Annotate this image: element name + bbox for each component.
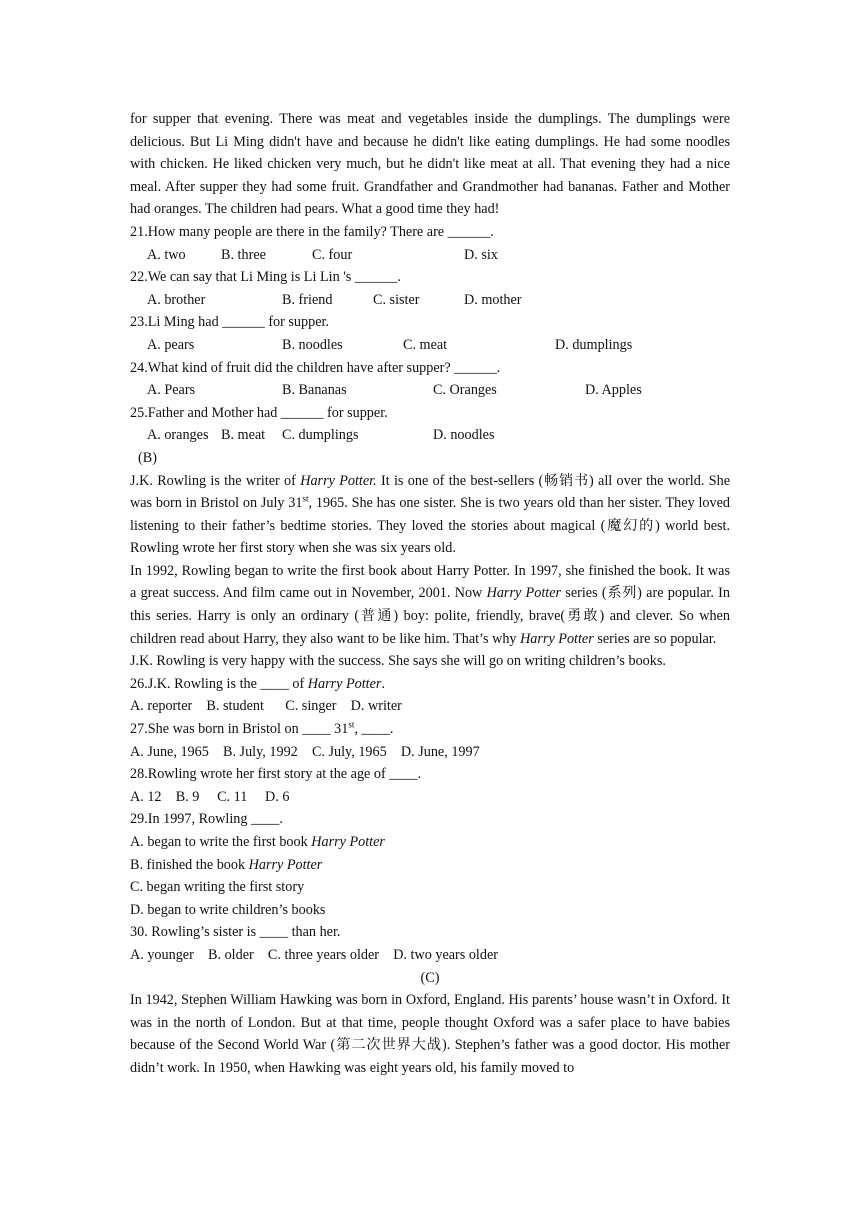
question-22: 22.We can say that Li Ming is Li Lin 's ______.: [130, 269, 401, 286]
book-title: Harry Potter: [520, 630, 594, 647]
option: A. oranges: [147, 427, 209, 444]
book-title: Harry Potter.: [300, 472, 377, 489]
option: C. sister: [373, 291, 420, 308]
section-c-text: In 1942, Stephen William Hawking was born in Oxford, England. His parents’ house wasn’t in Oxford. It was in the north of London. But at that time, people thought Oxford was a safer place to have babies because of the Second World War (第二次世界大战). Stephen’s father was a good doctor. His mother didn’t work. In 1950, when Hawking was eight years old, his family moved to: [130, 992, 730, 1076]
passage-a-text: for supper that evening. There was meat and vegetables inside the dumplings. The dumplings were delicious. But Li Ming didn't have and because he didn't like eating dumplings. He had some noodles with chicken. He liked chicken very much, but he didn't like meat at all. That evening they had a nice meal. After supper they had some fruit. Grandfather and Grandmother had bananas. Father and Mother had oranges. The children had pears. What a good time they had!: [130, 111, 730, 218]
question-29-option-a: [130, 831, 730, 854]
option: D. dumplings: [555, 336, 633, 353]
question-23-options: [130, 334, 730, 357]
question-24: 24.What kind of fruit did the children have after supper? ______.: [130, 359, 501, 376]
question-29: 29.In 1997, Rowling ____.: [130, 811, 283, 828]
option: A. Pears: [147, 382, 196, 399]
text-run: It is one of the best-sellers (畅销书) all over the world. She was born in Bristol on July 31: [130, 472, 730, 512]
text-run: .: [381, 675, 385, 692]
text-run: 27.She was born in Bristol on ____ 31: [130, 721, 349, 738]
text-run: , ____.: [354, 721, 394, 738]
text-run: 26.J.K. Rowling is the ____ of: [130, 675, 308, 692]
option: B. noodles: [282, 336, 343, 353]
section-b-paragraph-3: J.K. Rowling is very happy with the success. She says she will go on writing children’s books.: [130, 653, 666, 670]
option: B. Bananas: [282, 382, 347, 399]
question-29-option-d: D. began to write children’s books: [130, 901, 326, 918]
option: D. noodles: [433, 427, 495, 444]
question-27-options: A. June, 1965 B. July, 1992 C. July, 1965 D. June, 1997: [130, 743, 480, 760]
section-c-heading: (C): [420, 969, 440, 986]
section-b-paragraph-2: [130, 560, 730, 650]
text-run: In 1992, Rowling began to write the first book about Harry Potter. In 1997, she finished the book. It was a great success. And film came out in November, 2001. Now: [130, 562, 730, 602]
question-24-options: [130, 379, 730, 402]
superscript: st: [302, 493, 309, 504]
option: D. six: [464, 246, 498, 263]
question-25-options: [130, 424, 730, 447]
option: A. pears: [147, 336, 195, 353]
option: A. two: [147, 246, 186, 263]
text-run: A. began to write the first book: [130, 834, 312, 850]
option: C. Oranges: [433, 382, 497, 399]
text-run: B. finished the book: [130, 856, 249, 873]
book-title: Harry Potter: [486, 585, 562, 602]
text-run: series (系列) are popular. In this series. Harry is only an ordinary (普通) boy: polite, friendly, brave(勇敢) and clever. So when children read about Harry, they also want to be like him. That’s why: [130, 585, 730, 647]
option: A. brother: [147, 291, 206, 308]
question-21: 21.How many people are there in the family? There are ______.: [130, 223, 494, 240]
section-b-paragraph-1: [130, 470, 730, 560]
question-26-options: A. reporter B. student C. singer D. writer: [130, 698, 402, 715]
option: B. meat: [221, 427, 266, 444]
option: B. friend: [282, 291, 333, 308]
question-25: 25.Father and Mother had ______ for supper.: [130, 404, 388, 421]
question-23: 23.Li Ming had ______ for supper.: [130, 314, 329, 331]
option: C. dumplings: [282, 427, 359, 444]
option: C. meat: [403, 336, 448, 353]
question-21-options: [130, 244, 730, 267]
text-run: , 1965. She has one sister. She is two years old than her sister. They loved listening to their father’s bedtime stories. They loved the stories about magical (魔幻的) world best. Rowling wrote her first story when she was six years old.: [130, 495, 730, 557]
questions-a: [130, 221, 730, 447]
book-title: Harry Potter: [307, 675, 382, 692]
book-title: Harry Potter: [311, 834, 385, 850]
question-30: 30. Rowling’s sister is ____ than her.: [130, 924, 341, 941]
question-28-options: A. 12 B. 9 C. 11 D. 6: [130, 788, 290, 805]
text-run: series are so popular.: [593, 630, 717, 647]
question-22-options: [130, 289, 730, 312]
text-run: J.K. Rowling is the writer of: [130, 472, 301, 489]
question-29-option-c: C. began writing the first story: [130, 879, 305, 896]
option: C. four: [312, 246, 353, 263]
book-title: Harry Potter: [248, 856, 323, 873]
option: D. Apples: [585, 382, 642, 399]
question-26: [130, 673, 730, 696]
superscript: st: [348, 719, 355, 730]
section-b-heading: (B): [138, 449, 157, 466]
question-29-option-b: [130, 854, 730, 877]
question-28: 28.Rowling wrote her first story at the age of ____.: [130, 766, 422, 783]
option: D. mother: [464, 291, 522, 308]
question-27: [130, 718, 730, 741]
question-30-options: A. younger B. older C. three years older D. two years older: [130, 946, 498, 963]
document-page: [130, 108, 730, 1080]
option: B. three: [221, 246, 266, 263]
